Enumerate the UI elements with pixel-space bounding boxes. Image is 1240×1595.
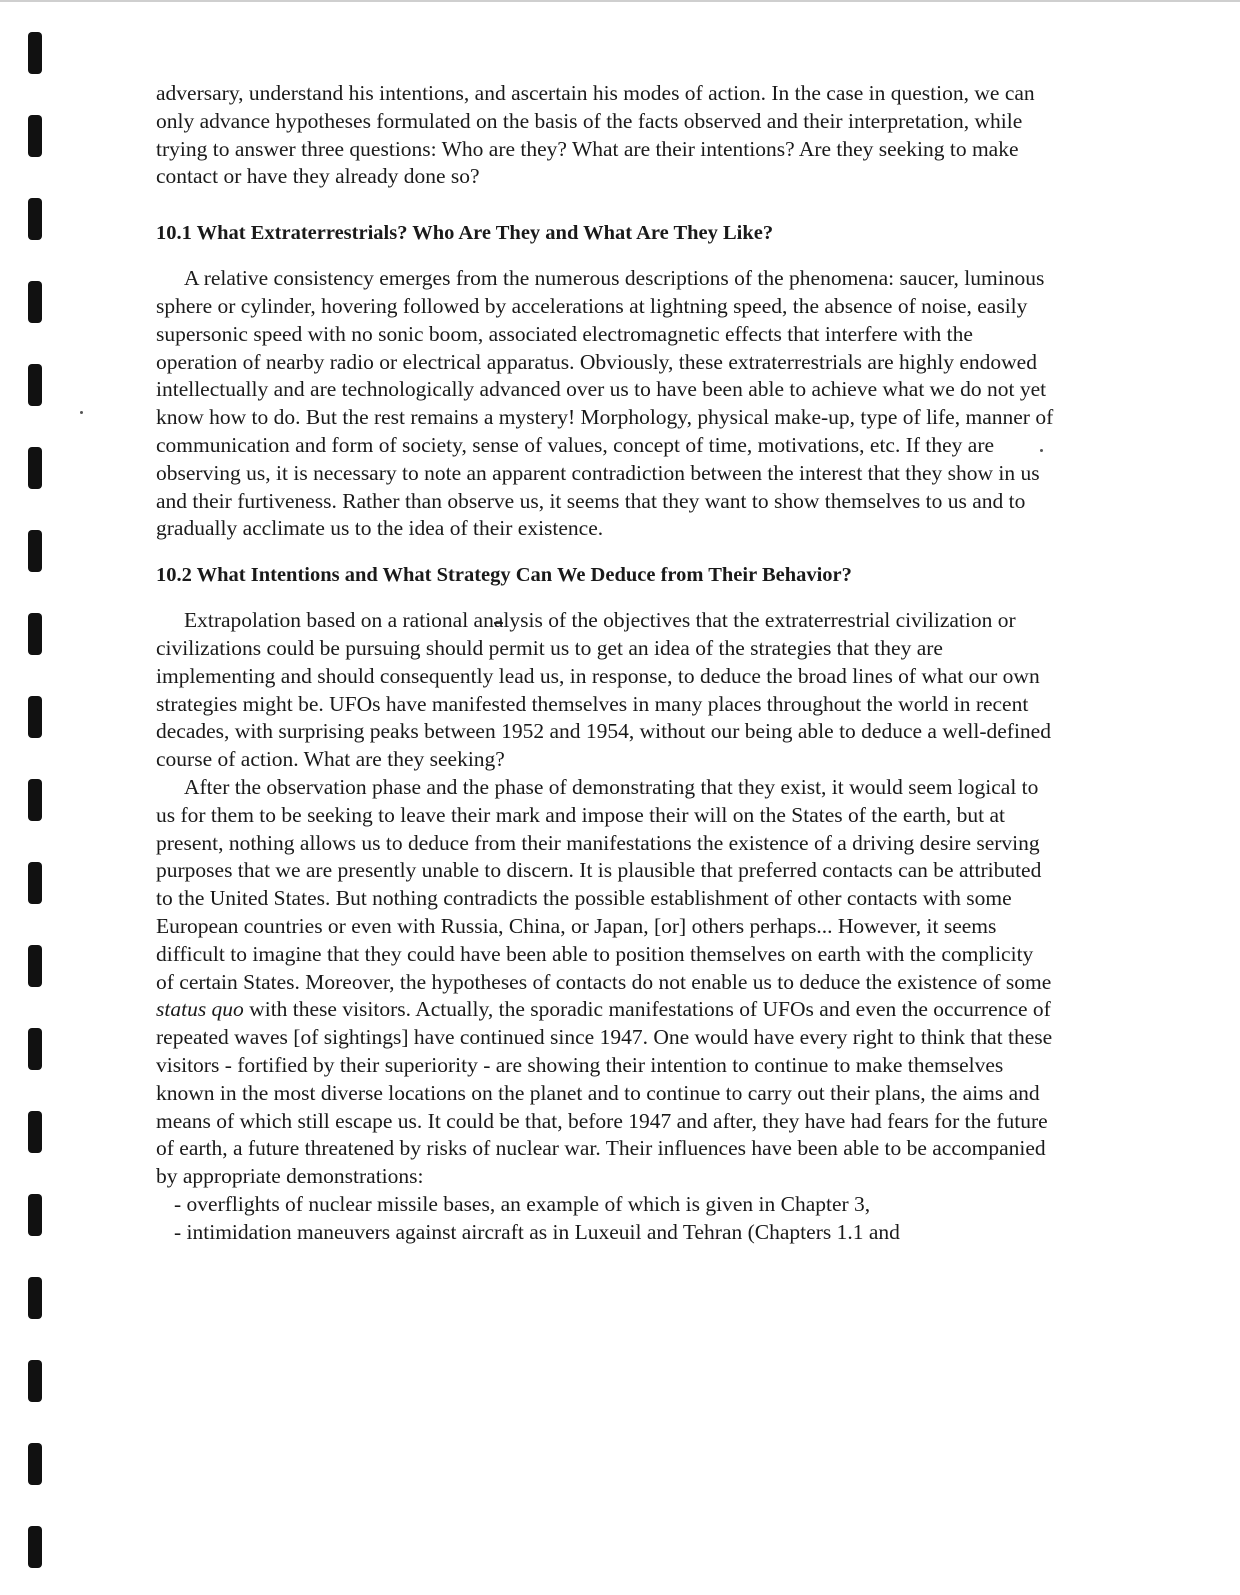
punch-hole (28, 198, 42, 240)
paragraph-text: with these visitors. Actually, the sporadic manifestations of UFOs and even the occurrence of repeated waves [of sightings] have continued since 1947. One would have every right to think that these visitors - fortified by their superiority - are showing their intention to continue to make themselves known in the most diverse locations on the planet and to continue to carry out their plans, the aims and means of which still escape us. It could be that, before 1947 and after, they have had fears for the future of earth, a future threatened by risks of nuclear war. Their influences have been able to be accompanied by appropriate demonstrations: (156, 997, 1053, 1189)
punch-hole (28, 862, 42, 904)
punch-hole (28, 32, 42, 74)
punch-hole (28, 945, 42, 987)
punch-hole (28, 115, 42, 157)
punch-hole (28, 1194, 42, 1236)
punch-hole (28, 281, 42, 323)
punch-hole (28, 1526, 42, 1568)
punch-hole (28, 1028, 42, 1070)
section-10-2-paragraph-1: Extrapolation based on a rational analysis of the objectives that the extraterrestrial civilization or civilizations could be pursuing should permit us to get an idea of the strategies that they are implementing and should consequently lead us, in response, to deduce the broad lines of what our own strategies might be. UFOs have manifested themselves in many places throughout the world in recent decades, with surprising peaks between 1952 and 1954, without our being able to deduce a well-defined course of action. What are they seeking? (156, 608, 1051, 772)
section-10-2-paragraph-2 (156, 774, 1056, 1191)
punch-hole (28, 364, 42, 406)
punch-hole (28, 1443, 42, 1485)
demonstrations-list (156, 1191, 1056, 1247)
section-heading-10-2: 10.2 What Intentions and What Strategy Can We Deduce from Their Behavior? (156, 564, 852, 587)
punch-hole (28, 779, 42, 821)
scan-speck (80, 411, 83, 414)
section-10-1-paragraph: A relative consistency emerges from the numerous descriptions of the phenomena: saucer, luminous sphere or cylinder, hovering followed by accelerations at lightning speed, the absence of noise, easily supersonic speed with no sonic boom, associated electromagnetic effects that interfere with the operation of nearby radio or electrical apparatus. Obviously, these extraterrestrials are highly endowed intellectually and are technologically advanced over us to have been able to achieve what we do not yet know how to do. But the rest remains a mystery! Morphology, physical make-up, type of life, manner of communication and form of society, sense of values, concept of time, motivations, etc. If they are observing us, it is necessary to note an apparent contradiction between the interest that they show in us and their furtiveness. Rather than observe us, it seems that they want to show themselves to us and to gradually acclimate us to the idea of their existence. (156, 266, 1054, 541)
punch-hole (28, 1111, 42, 1153)
binding-holes (28, 30, 44, 1590)
list-item: - intimidation maneuvers against aircraft as in Luxeuil and Tehran (Chapters 1.1 and (174, 1219, 900, 1244)
punch-hole (28, 613, 42, 655)
document-page (156, 80, 1056, 1246)
section-heading-10-1: 10.1 What Extraterrestrials? Who Are They and What Are They Like? (156, 222, 774, 245)
punch-hole (28, 447, 42, 489)
list-item: - overflights of nuclear missile bases, an example of which is given in Chapter 3, (174, 1191, 871, 1216)
italic-term: status quo (156, 997, 244, 1022)
punch-hole (28, 1277, 42, 1319)
punch-hole (28, 696, 42, 738)
page-top-edge (0, 0, 1240, 2)
punch-hole (28, 1360, 42, 1402)
punch-hole (28, 530, 42, 572)
paragraph-text: After the observation phase and the phase of demonstrating that they exist, it would seem logical to us for them to be seeking to leave their mark and impose their will on the States of the earth, but at present, nothing allows us to deduce from their manifestations the existence of a driving desire serving purposes that we are presently unable to discern. It is plausible that preferred contacts can be attributed to the United States. But nothing contradicts the possible establishment of other contacts with some European countries or even with Russia, China, or Japan, [or] others perhaps... However, it seems difficult to imagine that they could have been able to position themselves on earth with the complicity of certain States. Moreover, the hypotheses of contacts do not enable us to deduce the existence of some (156, 774, 1052, 994)
intro-paragraph: adversary, understand his intentions, and ascertain his modes of action. In the case in question, we can only advance hypotheses formulated on the basis of the facts observed and their interpretation, while trying to answer three questions: Who are they? What are their intentions? Are they seeking to make contact or have they already done so? (156, 81, 1035, 189)
